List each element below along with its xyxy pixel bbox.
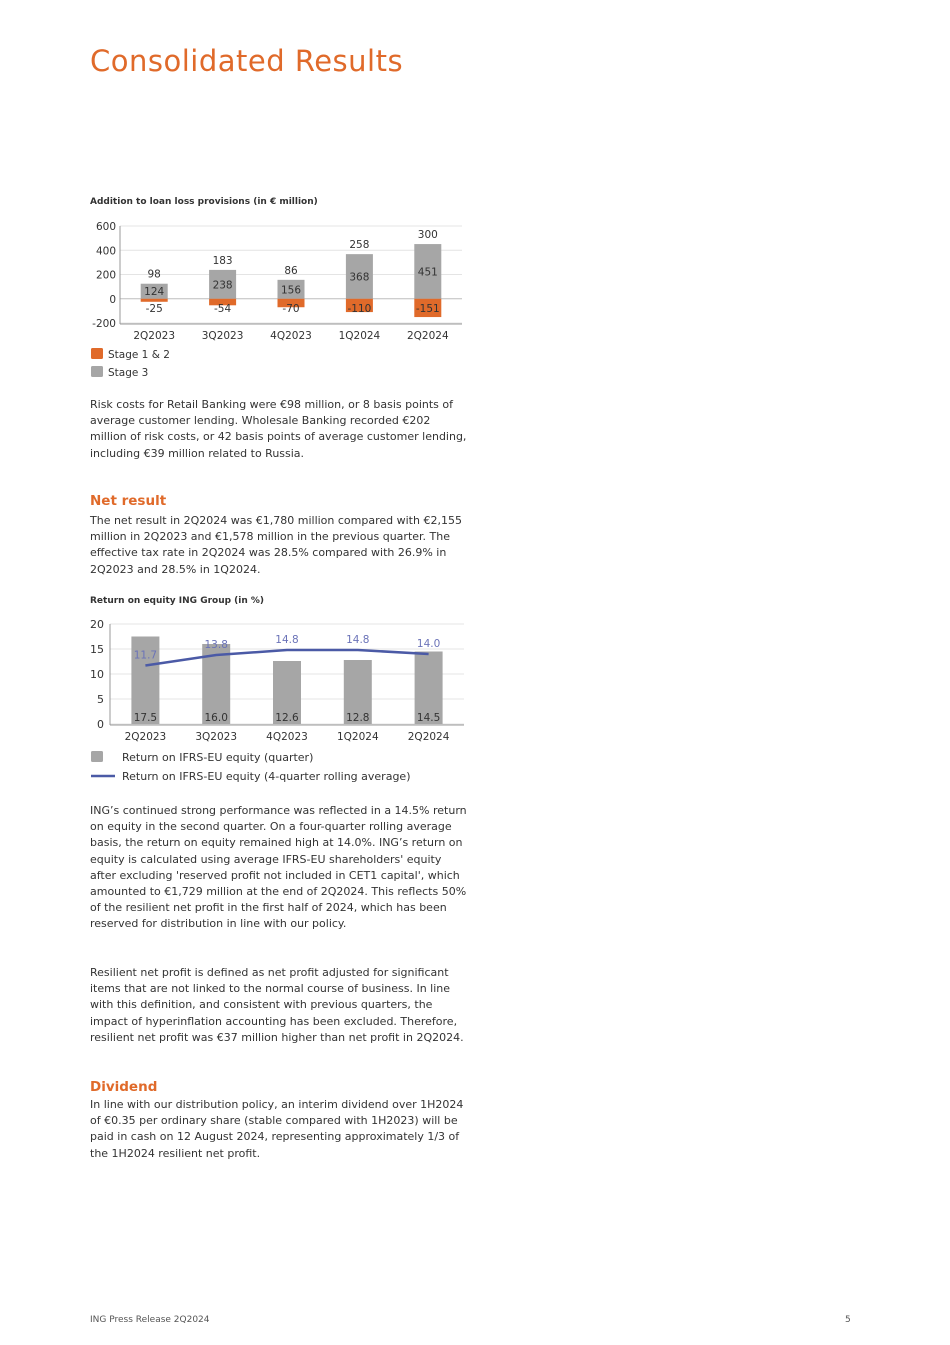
roe-rolling-label: 14.8 [275, 634, 299, 646]
y-tick-label: 0 [109, 293, 116, 306]
footer-document-name: ING Press Release 2Q2024 [90, 1315, 210, 1325]
x-tick-label: 2Q2024 [406, 330, 449, 342]
roe-quarter-label: 16.0 [204, 712, 228, 724]
x-tick-label: 2Q2024 [407, 731, 450, 743]
y-tick-label: 10 [90, 668, 104, 681]
resilient-profit-paragraph: Resilient net profit is defined as net profit adjusted for significant items that are not linked to the normal course of business. In line with this definition, and consistent with previous quarters, the impact of hyperinflation accounting has been excluded. Therefore, resilient net profit was €37 million higher than net profit in 2Q2024. [90, 966, 464, 1044]
total-label: 258 [349, 239, 370, 252]
x-tick-label: 4Q2023 [266, 731, 308, 743]
stage3-label: 451 [417, 266, 438, 279]
dividend-paragraph: In line with our distribution policy, an interim dividend over 1H2024 of €0.35 per ordinary share (stable compared with 1H2023) will be paid in cash on 12 August 2024, representing approximately 1/3 of the 1H2024 resilient net profit. [90, 1098, 464, 1160]
stage12-label: -70 [282, 302, 300, 315]
x-tick-label: 3Q2023 [195, 731, 238, 743]
y-tick-label: -200 [92, 318, 116, 330]
legend-label: Return on IFRS-EU equity (quarter) [122, 751, 314, 764]
legend-swatch [91, 751, 103, 762]
risk-costs-paragraph: Risk costs for Retail Banking were €98 million, or 8 basis points of average customer lending. Wholesale Banking recorded €202 million of risk costs, or 42 basis points of average customer lending, including €39 million related to Russia. [90, 398, 467, 460]
stage12-label: -110 [347, 302, 372, 315]
loan-loss-provisions-chart [80, 212, 480, 382]
total-label: 98 [147, 268, 161, 281]
x-tick-label: 1Q2024 [338, 330, 381, 342]
roe-quarter-label: 12.6 [275, 712, 299, 724]
roe-rolling-label: 14.0 [416, 638, 441, 650]
dividend-heading: Dividend [90, 1079, 158, 1095]
roe-rolling-label: 13.8 [204, 639, 228, 651]
y-tick-label: 5 [97, 693, 104, 706]
y-tick-label: 200 [95, 269, 116, 282]
footer-page-number: 5 [845, 1315, 851, 1325]
stage12-bar [141, 299, 168, 302]
roe-quarter-label: 12.8 [346, 712, 370, 724]
stage3-label: 368 [349, 271, 370, 284]
stage3-label: 238 [212, 279, 233, 292]
llp-chart-title: Addition to loan loss provisions (in € million) [90, 197, 318, 207]
page-title: Consolidated Results [90, 44, 404, 78]
stage3-label: 156 [280, 284, 302, 297]
total-label: 86 [284, 264, 298, 277]
legend-label: Return on IFRS-EU equity (4-quarter rolling average) [122, 770, 411, 783]
x-tick-label: 2Q2023 [133, 330, 176, 342]
x-tick-label: 3Q2023 [201, 330, 244, 342]
stage12-label: -54 [214, 302, 232, 315]
y-tick-label: 400 [95, 245, 116, 258]
x-tick-label: 1Q2024 [336, 731, 379, 743]
total-label: 300 [417, 229, 438, 242]
stage12-label: -151 [415, 302, 440, 315]
roe-quarter-label: 17.5 [133, 712, 158, 724]
y-tick-label: 20 [90, 618, 104, 631]
total-label: 183 [212, 254, 233, 267]
return-on-equity-chart [80, 612, 480, 792]
roe-quarter-label: 14.5 [416, 712, 441, 724]
net-result-heading: Net result [90, 493, 167, 509]
stage12-label: -25 [145, 302, 163, 315]
roe-rolling-label: 11.7 [133, 649, 158, 662]
x-tick-label: 4Q2023 [270, 330, 312, 342]
legend-label: Stage 3 [108, 367, 149, 379]
x-tick-label: 2Q2023 [124, 731, 167, 743]
stage3-label: 124 [144, 286, 165, 299]
net-result-paragraph: The net result in 2Q2024 was €1,780 million compared with €2,155 million in 2Q2023 and €1,578 million in the previous quarter. The effective tax rate in 2Q2024 was 28.5% compared with 26.9% in 2Q2023 and 28.5% in 1Q2024. [90, 514, 462, 576]
y-tick-label: 15 [90, 643, 104, 656]
roe-rolling-label: 14.8 [346, 634, 370, 646]
roe-paragraph: ING’s continued strong performance was reflected in a 14.5% return on equity in the second quarter. On a four-quarter rolling average basis, the return on equity remained high at 14.0%. ING’s return on equity is calculated using average IFRS-EU shareholders' equity after excluding 'reserved profit not included in CET1 capital', which amounted to €1,729 million at the end of 2Q2024. This reflects 50% of the resilient net profit in the first half of 2024, which has been reserved for distribution in line with our policy. [90, 804, 467, 931]
legend-swatch [91, 366, 103, 377]
legend-label: Stage 1 & 2 [108, 349, 170, 361]
roe-chart-title: Return on equity ING Group (in %) [90, 596, 265, 606]
y-tick-label: 0 [97, 718, 104, 731]
legend-swatch [91, 348, 103, 359]
y-tick-label: 600 [95, 221, 116, 233]
